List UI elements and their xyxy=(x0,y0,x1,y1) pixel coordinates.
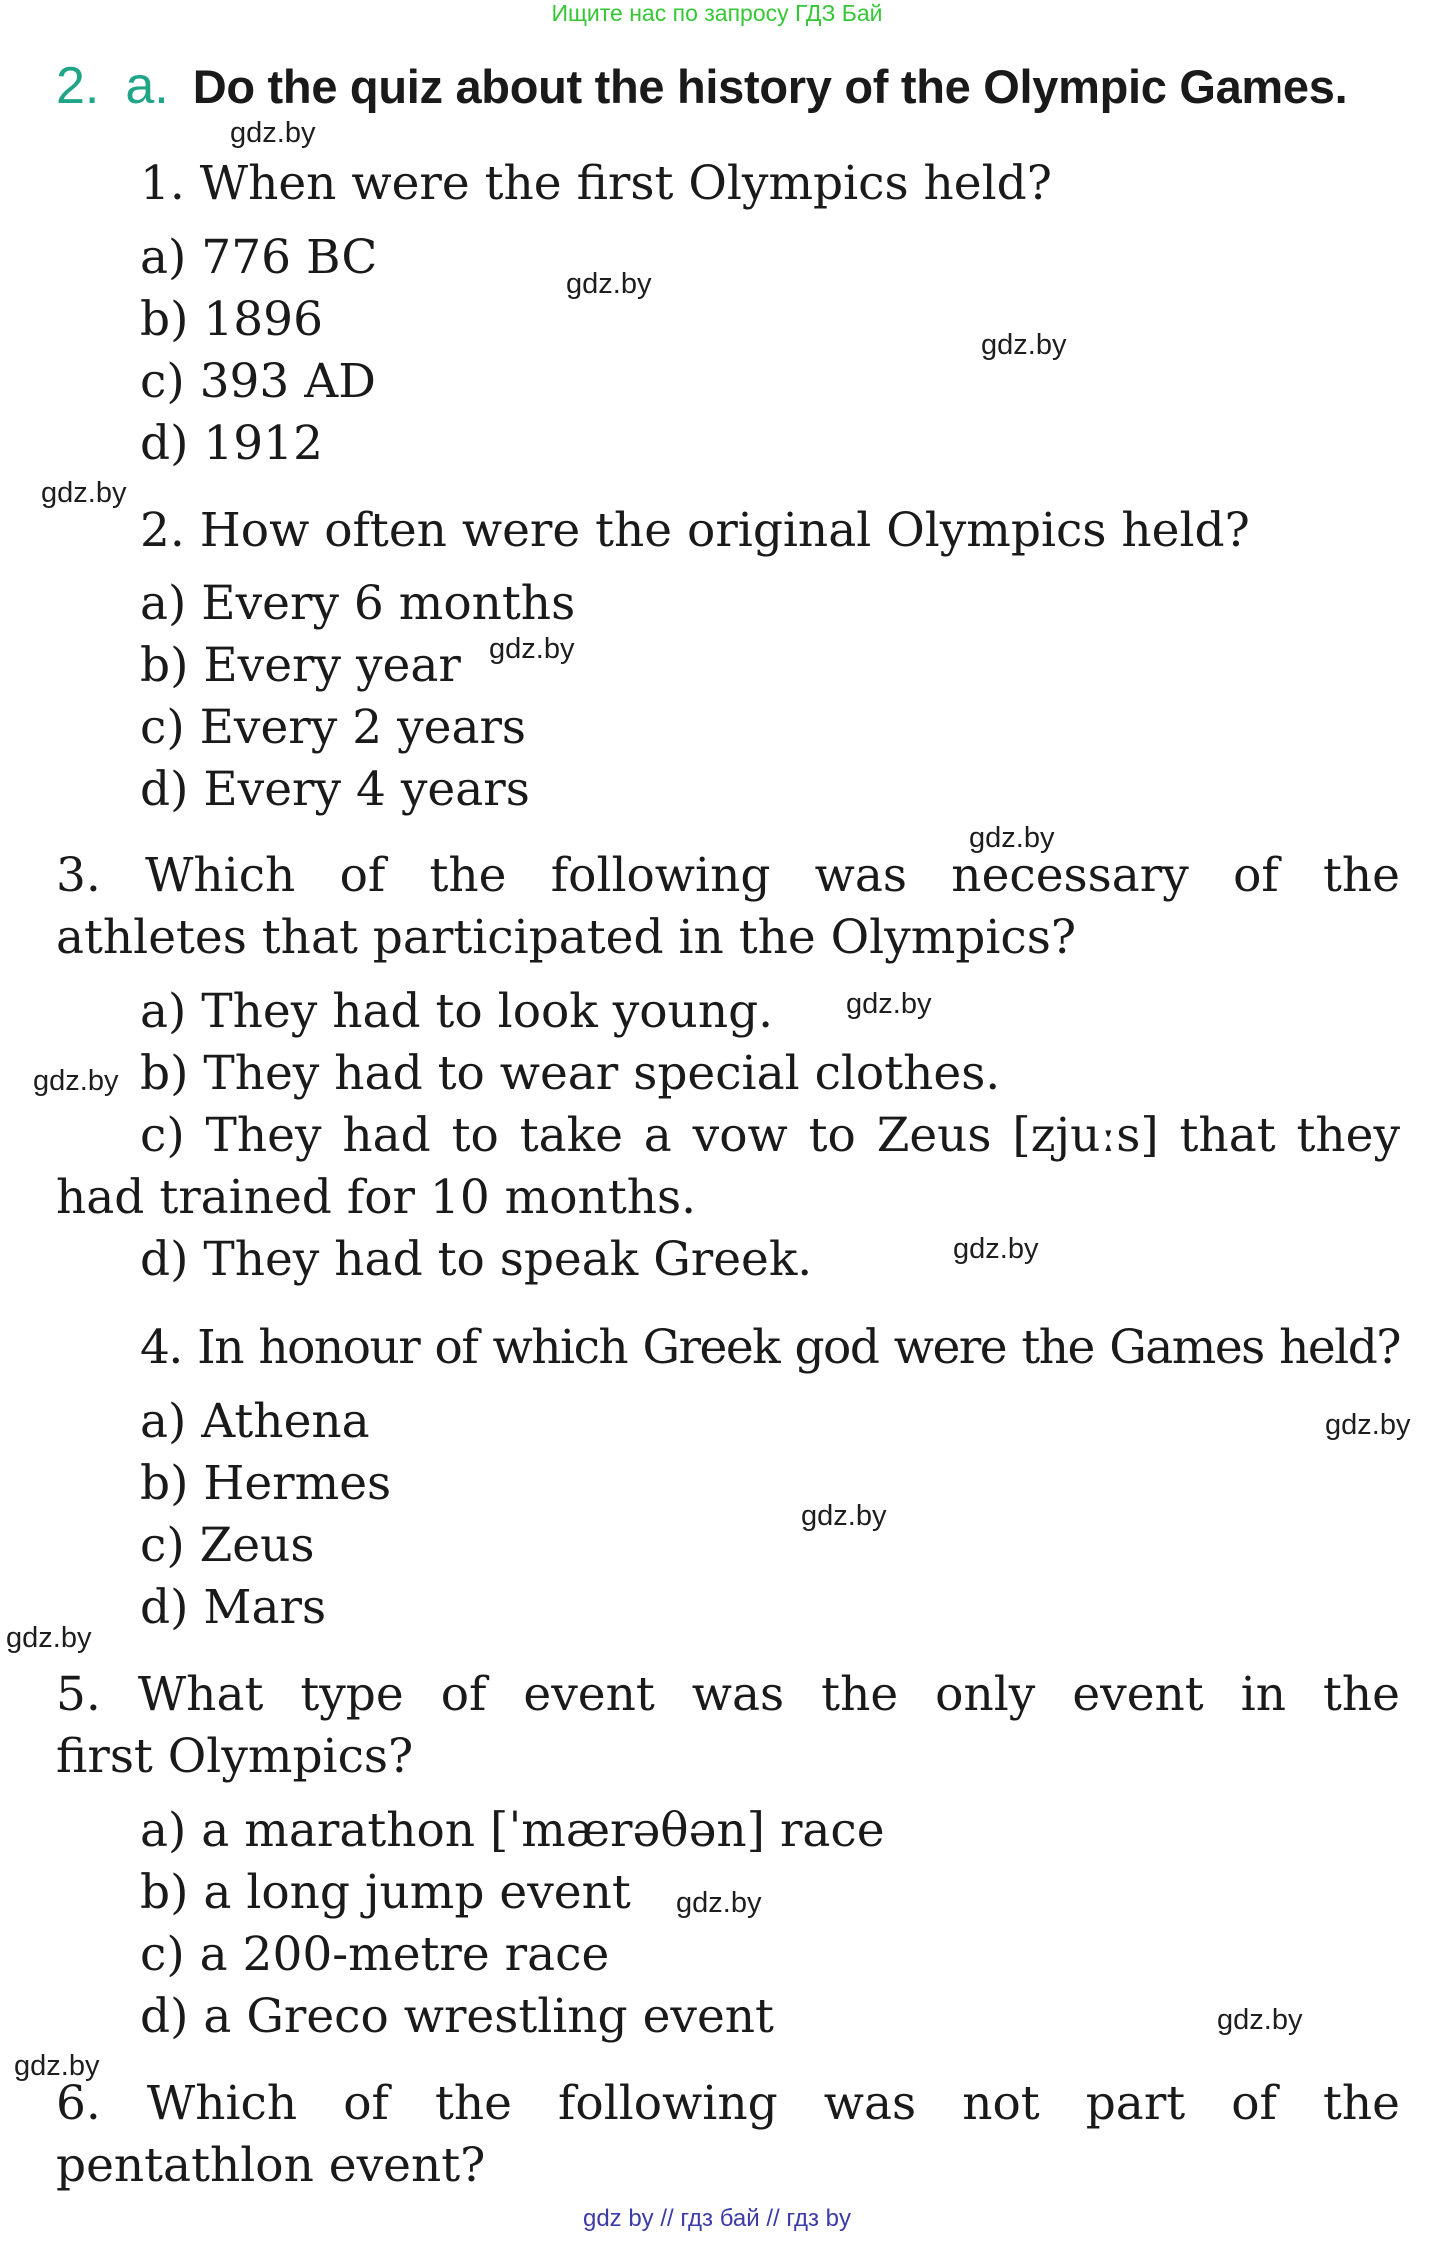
watermark: gdz.by xyxy=(953,1233,1039,1265)
q5-option-b: b) a long jump event xyxy=(140,1865,631,1920)
q4-option-d: d) Mars xyxy=(140,1580,327,1635)
watermark: gdz.by xyxy=(33,1065,119,1097)
watermark: gdz.by xyxy=(1325,1409,1411,1441)
watermark: gdz.by xyxy=(846,988,932,1020)
q3-option-c-continued: had trained for 10 months. xyxy=(56,1170,697,1225)
q3-option-d: d) They had to speak Greek. xyxy=(140,1232,813,1287)
footer-links: gdz by // гдз бай // гдз by xyxy=(582,2205,852,2232)
watermark: gdz.by xyxy=(801,1500,887,1532)
question-4: 4. In honour of which Greek god were the Games held? xyxy=(140,1320,1400,1375)
question-3-line-1: 3. Which of the following was necessary of the xyxy=(56,848,1400,903)
exercise-heading xyxy=(56,56,1347,116)
watermark: gdz.by xyxy=(230,117,316,149)
question-2: 2. How often were the original Olympics held? xyxy=(140,503,1250,558)
q2-option-d: d) Every 4 years xyxy=(140,762,530,817)
q2-option-c: c) Every 2 years xyxy=(140,700,527,755)
watermark: gdz.by xyxy=(14,2050,100,2082)
exercise-part: a. xyxy=(125,57,169,115)
q2-option-b: b) Every year xyxy=(140,638,461,693)
question-5-line-2: first Olympics? xyxy=(56,1729,414,1784)
q4-option-b: b) Hermes xyxy=(140,1456,392,1511)
q1-option-c: c) 393 AD xyxy=(140,354,376,409)
q4-option-c: c) Zeus xyxy=(140,1518,315,1573)
question-3-line-2: athletes that participated in the Olympics? xyxy=(56,910,1077,965)
question-1: 1. When were the first Olympics held? xyxy=(140,156,1052,211)
q5-option-d: d) a Greco wrestling event xyxy=(140,1989,774,2044)
watermark: gdz.by xyxy=(969,822,1055,854)
question-5-line-1: 5. What type of event was the only event in the xyxy=(56,1667,1400,1722)
q3-option-a: a) They had to look young. xyxy=(140,984,774,1039)
q3-option-c: c) They had to take a vow to Zeus [zjuːs] that they xyxy=(140,1108,1400,1163)
q3-option-b: b) They had to wear special clothes. xyxy=(140,1046,1001,1101)
watermark: gdz.by xyxy=(981,329,1067,361)
watermark: gdz.by xyxy=(566,268,652,300)
watermark: gdz.by xyxy=(676,1887,762,1919)
watermark: gdz.by xyxy=(489,633,575,665)
q5-option-a: a) a marathon [ˈmærəθən] race xyxy=(140,1803,885,1858)
top-banner: Ищите нас по запросу ГДЗ Бай xyxy=(551,0,883,26)
watermark: gdz.by xyxy=(41,477,127,509)
q2-option-a: a) Every 6 months xyxy=(140,576,576,631)
q1-option-d: d) 1912 xyxy=(140,416,323,471)
q4-option-a: a) Athena xyxy=(140,1394,370,1449)
watermark: gdz.by xyxy=(1217,2004,1303,2036)
exercise-number: 2. xyxy=(56,57,100,115)
watermark: gdz.by xyxy=(6,1622,92,1654)
q1-option-a: a) 776 BC xyxy=(140,230,378,285)
question-6-line-2: pentathlon event? xyxy=(56,2138,486,2193)
question-6-line-1: 6. Which of the following was not part of the xyxy=(56,2076,1400,2131)
exercise-title: Do the quiz about the history of the Olympic Games. xyxy=(192,60,1348,113)
q1-option-b: b) 1896 xyxy=(140,292,323,347)
q5-option-c: c) a 200-metre race xyxy=(140,1927,610,1982)
